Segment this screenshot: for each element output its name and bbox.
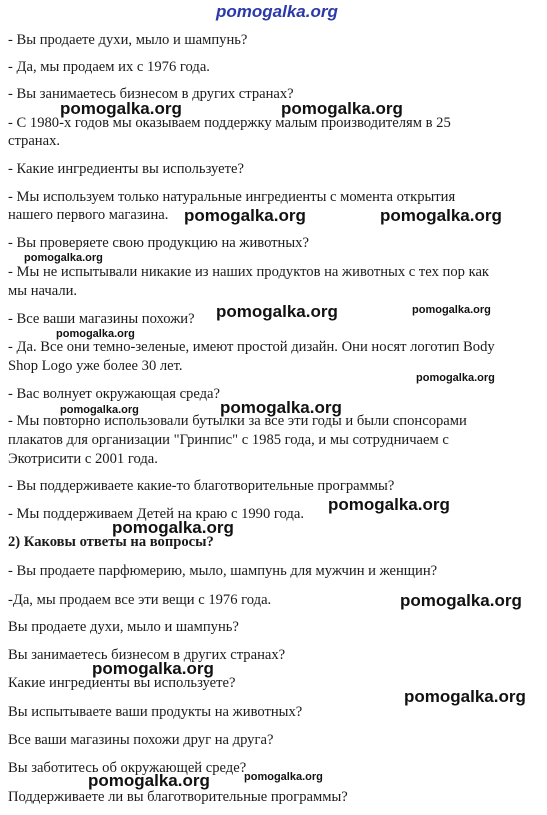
text-line: Какие ингредиенты вы используете? xyxy=(8,675,236,691)
watermark: pomogalka.org xyxy=(416,372,495,384)
text-line: Все ваши магазины похожи друг на друга? xyxy=(8,732,274,748)
watermark: pomogalka.org xyxy=(60,99,182,118)
watermark: pomogalka.org xyxy=(380,206,502,225)
text-line: -Да, мы продаем все эти вещи с 1976 года. xyxy=(8,592,272,608)
watermark: pomogalka.org xyxy=(400,591,522,610)
text-line: - Мы повторно использовали бутылки за все эти годы и были спонсорами xyxy=(8,413,467,429)
text-line: Экотрисити с 2001 года. xyxy=(8,451,158,467)
text-line: Вы занимаетесь бизнесом в других странах? xyxy=(8,647,286,663)
text-line: мы начали. xyxy=(8,283,78,299)
watermark: pomogalka.org xyxy=(184,206,306,225)
watermark: pomogalka.org xyxy=(220,398,342,417)
text-line: - Какие ингредиенты вы используете? xyxy=(8,161,244,177)
watermark: pomogalka.org xyxy=(244,771,323,783)
watermark: pomogalka.org xyxy=(92,659,214,678)
text-line: - Все ваши магазины похожи? xyxy=(8,311,195,327)
text-line: - Мы поддерживаем Детей на краю с 1990 года. xyxy=(8,506,304,522)
text-line: Вы испытываете ваши продукты на животных? xyxy=(8,704,303,720)
text-line: - Да. Все они темно-зеленые, имеют простой дизайн. Они носят логотип Body xyxy=(8,339,495,355)
text-line: Вы заботитесь об окружающей среде? xyxy=(8,760,247,776)
text-line: - Мы не испытывали никакие из наших продуктов на животных с тех пор как xyxy=(8,264,490,280)
text-line: плакатов для организации "Гринпис" с 1985 года, и мы сотрудничаем с xyxy=(8,432,449,448)
text-line: - С 1980-х годов мы оказываем поддержку малым производителям в 25 xyxy=(8,115,451,131)
watermark: pomogalka.org xyxy=(88,771,210,790)
text-line: - Вы поддерживаете какие-то благотворительные программы? xyxy=(8,478,395,494)
text-line: - Вас волнует окружающая среда? xyxy=(8,386,221,402)
watermark: pomogalka.org xyxy=(60,404,139,416)
watermark: pomogalka.org xyxy=(216,302,338,321)
text-line: - Вы занимаетесь бизнесом в других странах? xyxy=(8,86,294,102)
text-line: Поддерживаете ли вы благотворительные программы? xyxy=(8,789,348,805)
text-line: Вы продаете духи, мыло и шампунь? xyxy=(8,619,239,635)
section-heading: 2) Каковы ответы на вопросы? xyxy=(8,534,214,550)
text-line: - Вы продаете парфюмерию, мыло, шампунь для мужчин и женщин? xyxy=(8,563,438,579)
text-line: - Да, мы продаем их с 1976 года. xyxy=(8,59,210,75)
text-line: нашего первого магазина. xyxy=(8,207,169,223)
text-line: - Мы используем только натуральные ингредиенты с момента открытия xyxy=(8,189,456,205)
text-line: - Вы проверяете свою продукцию на животных? xyxy=(8,235,309,251)
watermark: pomogalka.org xyxy=(281,99,403,118)
watermark: pomogalka.org xyxy=(412,304,491,316)
watermark: pomogalka.org xyxy=(216,2,338,21)
watermark: pomogalka.org xyxy=(24,252,103,264)
watermark: pomogalka.org xyxy=(328,495,450,514)
text-line: Shop Logo уже более 30 лет. xyxy=(8,358,183,374)
text-line: - Вы продаете духи, мыло и шампунь? xyxy=(8,32,248,48)
text-line: странах. xyxy=(8,133,61,149)
watermark: pomogalka.org xyxy=(112,518,234,537)
watermark: pomogalka.org xyxy=(56,328,135,340)
watermark: pomogalka.org xyxy=(404,687,526,706)
